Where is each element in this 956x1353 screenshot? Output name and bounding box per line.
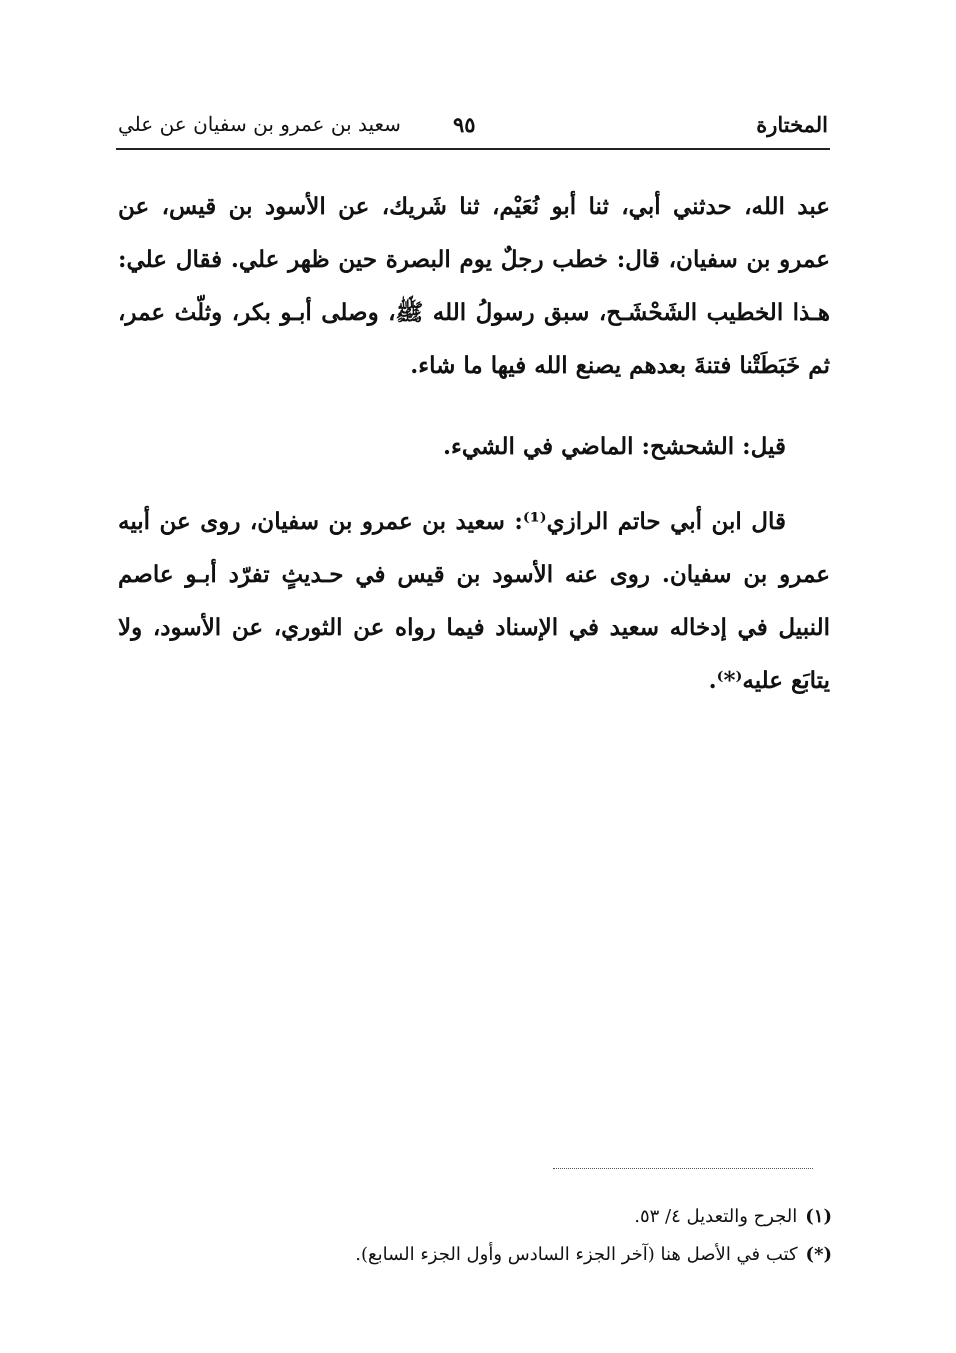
header-divider bbox=[116, 148, 830, 150]
chapter-title: سعيد بن عمرو بن سفيان عن علي bbox=[118, 112, 401, 136]
footnote-marker: (١) bbox=[805, 1206, 832, 1227]
paragraph-spacer bbox=[118, 473, 830, 495]
footnotes bbox=[180, 1198, 832, 1274]
main-text bbox=[118, 180, 830, 707]
running-header bbox=[118, 112, 828, 148]
paragraph-commentary: قال ابن أبي حاتم الرازي⁽¹⁾: سعيد بن عمرو بن سفيان، روى عن أبيه عمرو بن سفيان. روى عنه الأسود بن قيس في حـديثٍ تفرّد أبـو عاصم النبيل في إدخاله سعيد في الإسناد فيما رواه عن الثوري، عن الأسود، ولا يتابَع عليه⁽*⁾. bbox=[118, 508, 830, 694]
footnote-text: كتب في الأصل هنا (آخر الجزء السادس وأول الجزء السابع). bbox=[355, 1244, 798, 1265]
paragraph-definition: قيل: الشحشح: الماضي في الشيء. bbox=[443, 433, 786, 460]
footnote-2 bbox=[180, 1236, 832, 1274]
footnote-marker: (*) bbox=[805, 1244, 832, 1265]
paragraph-spacer bbox=[118, 392, 830, 420]
paragraph-hadith: عبد الله، حدثني أبي، ثنا أبو نُعَيْم، ثنا شَريك، عن الأسود بن قيس، عن عمرو بن سفيان، قال: خطب رجلٌ يوم البصرة حين ظهر علي. فقال علي: هـذا الخطيب الشَحْشَـح، سبق رسولُ الله ﷺ، وصلى أبـو بكر، وثلّث عمر، ثم خَبَطَتْنا فتنةَ بعدهم يصنع الله فيها ما شاء. bbox=[118, 193, 830, 379]
book-title: المختارة bbox=[756, 112, 828, 137]
footnote-divider bbox=[553, 1168, 813, 1169]
page-number: ٩٥ bbox=[453, 112, 476, 137]
footnote-1 bbox=[180, 1198, 832, 1236]
footnote-text: الجرح والتعديل ٤/ ٥٣. bbox=[634, 1206, 798, 1227]
